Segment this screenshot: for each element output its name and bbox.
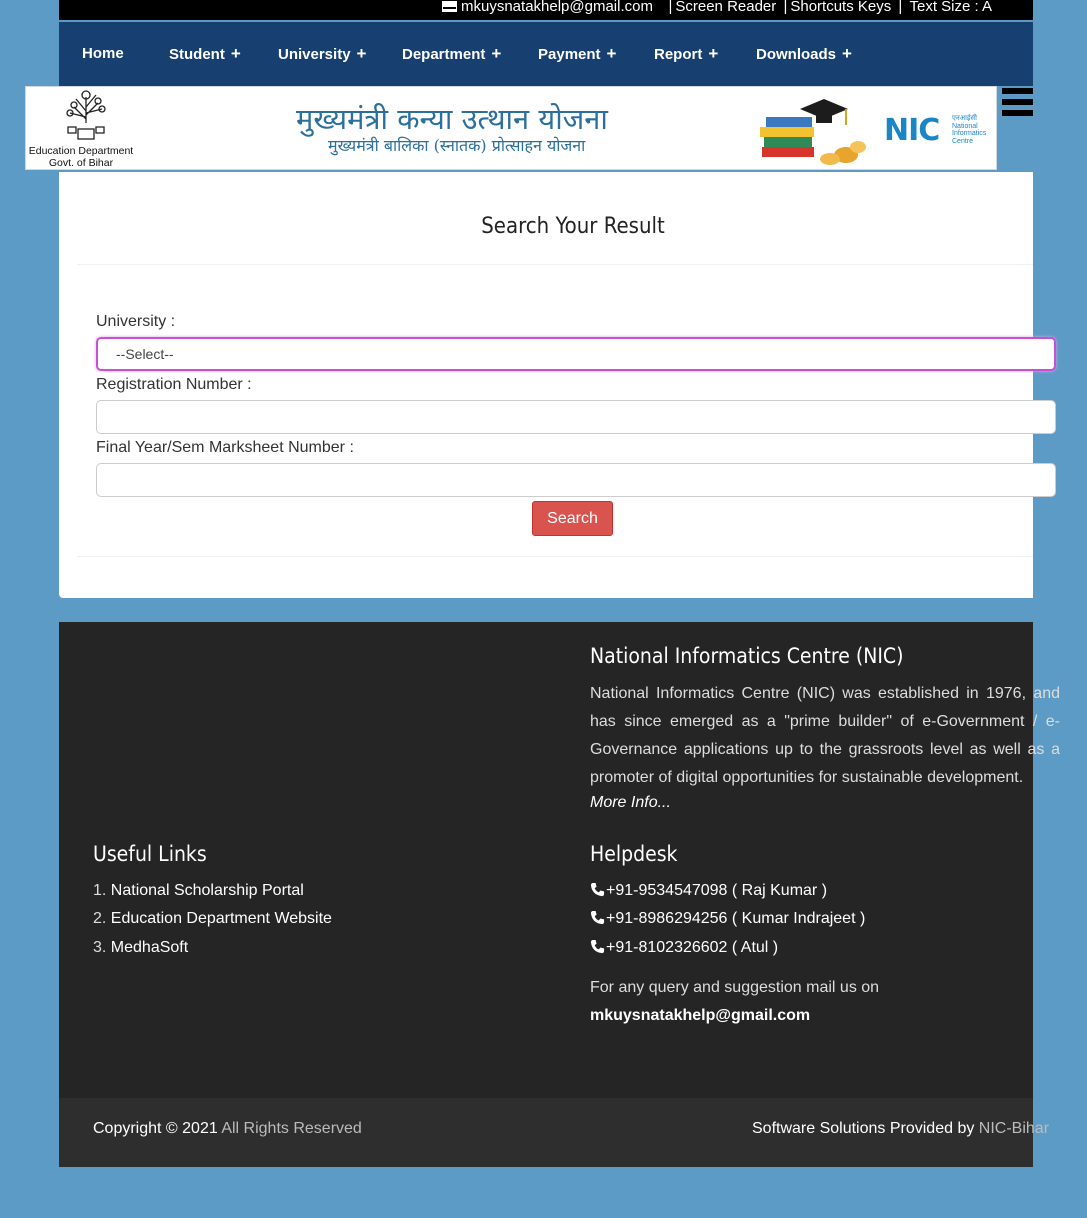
nav-department-label: Department xyxy=(402,46,486,63)
nav-home[interactable] xyxy=(82,22,124,86)
provided-by-label: Software Solutions Provided by xyxy=(752,1120,975,1137)
phone-icon xyxy=(590,939,605,954)
nav-student-label: Student xyxy=(169,46,225,63)
useful-link-medhasoft[interactable] xyxy=(93,939,188,957)
nav-report-label: Report xyxy=(654,46,703,63)
helpdesk-phone-1 xyxy=(590,882,827,900)
useful-link-scholarship[interactable] xyxy=(93,882,304,900)
search-result-card xyxy=(59,172,1033,598)
nav-downloads-label: Downloads xyxy=(756,46,837,63)
nav-university[interactable] xyxy=(278,22,366,86)
divider xyxy=(77,556,1033,557)
link-label: MedhaSoft xyxy=(110,939,189,956)
copyright-text xyxy=(93,1120,362,1138)
marksheet-label: Final Year/Sem Marksheet Number : xyxy=(96,439,354,456)
copyright-year: Copyright © 2021 xyxy=(93,1120,218,1137)
plus-icon: + xyxy=(491,44,502,63)
shortcut-keys-link[interactable]: Shortcuts Keys xyxy=(790,0,892,15)
divider xyxy=(77,264,1033,265)
header-banner xyxy=(25,86,997,170)
copyright-bar xyxy=(59,1098,1050,1167)
envelope-icon xyxy=(442,1,457,12)
page-title: Search Your Result xyxy=(481,214,665,239)
nic-logo: NIC xyxy=(884,113,940,148)
contact-email-link[interactable]: mkuysnatakhelp@gmail.com xyxy=(461,0,653,15)
nic-description: National Informatics Centre (NIC) was established in 1976, and has since emerged as a "prime builder" of e-Government / e-Governance applications up to the grassroots level as well as a promoter of digital opportunities for sustainable development. xyxy=(590,685,1060,786)
link-label: Education Department Website xyxy=(110,910,332,927)
university-select-value: --Select-- xyxy=(116,346,174,362)
nic-word-3: Centre xyxy=(952,137,974,145)
nav-report[interactable] xyxy=(654,22,718,86)
registration-number-input[interactable] xyxy=(96,400,1056,434)
footer xyxy=(59,622,1060,1098)
plus-icon: + xyxy=(230,44,241,63)
plus-icon: + xyxy=(708,44,719,63)
link-number: 3. xyxy=(93,939,107,956)
link-label: National Scholarship Portal xyxy=(110,882,304,899)
helpdesk-phone-2 xyxy=(590,910,865,928)
dept-name: Education Department xyxy=(28,145,134,157)
helpdesk-heading: Helpdesk xyxy=(590,842,678,866)
plus-icon: + xyxy=(356,44,367,63)
govt-name: Govt. of Bihar xyxy=(48,157,114,169)
nav-payment[interactable] xyxy=(538,22,616,86)
phone-text: +91-9534547098 ( Raj Kumar ) xyxy=(606,882,828,899)
plus-icon: + xyxy=(606,44,617,63)
useful-links-heading: Useful Links xyxy=(93,842,207,866)
useful-link-education-dept[interactable] xyxy=(93,910,332,928)
nav-downloads[interactable] xyxy=(756,22,852,86)
nic-hindi: एनआईसी xyxy=(952,115,977,122)
provider-text xyxy=(752,1120,1049,1138)
marksheet-number-input[interactable] xyxy=(96,463,1056,497)
nav-home-label: Home xyxy=(82,45,124,62)
link-number: 1. xyxy=(93,882,107,899)
plus-icon: + xyxy=(842,44,852,63)
books-graduation-icon xyxy=(754,95,874,167)
phone-icon xyxy=(590,882,605,897)
main-navbar xyxy=(59,22,1033,86)
phone-text: +91-8102326602 ( Atul ) xyxy=(606,939,779,956)
university-select[interactable] xyxy=(96,337,1056,371)
nav-university-label: University xyxy=(278,46,351,63)
text-size-control[interactable]: Text Size : A xyxy=(909,0,993,15)
query-text: For any query and suggestion mail us on xyxy=(590,979,880,996)
phone-icon xyxy=(590,910,605,925)
provider-link[interactable]: NIC-Bihar xyxy=(978,1120,1050,1137)
helpdesk-phone-3 xyxy=(590,939,778,957)
query-email-link[interactable]: mkuysnatakhelp@gmail.com xyxy=(590,1007,811,1024)
phone-text: +91-8986294256 ( Kumar Indrajeet ) xyxy=(606,910,866,927)
university-label: University : xyxy=(96,313,176,330)
nic-heading: National Informatics Centre (NIC) xyxy=(590,644,904,668)
scheme-subtitle: मुख्यमंत्री बालिका (स्नातक) प्रोत्साहन योजना xyxy=(328,136,586,155)
nav-payment-label: Payment xyxy=(538,46,601,63)
top-info-bar: mkuysnatakhelp@gmail.com | Screen Reader | Shortcuts Keys | Text Size : A xyxy=(59,0,1033,20)
hamburger-menu-icon[interactable] xyxy=(1002,88,1033,130)
link-number: 2. xyxy=(93,910,107,927)
bihar-emblem-icon xyxy=(56,89,116,145)
nav-department[interactable] xyxy=(402,22,501,86)
nic-word-1: National xyxy=(952,122,978,130)
more-info-link[interactable]: More Info... xyxy=(590,794,671,811)
search-button[interactable]: Search xyxy=(532,501,613,536)
registration-label: Registration Number : xyxy=(96,376,252,393)
nic-word-2: Informatics xyxy=(952,130,987,137)
dept-caption xyxy=(26,145,136,169)
rights-reserved: All Rights Reserved xyxy=(221,1120,362,1137)
screen-reader-link[interactable]: Screen Reader xyxy=(675,0,777,15)
scheme-title: मुख्यमंत्री कन्या उत्थान योजना xyxy=(296,102,608,136)
nav-student[interactable] xyxy=(169,22,241,86)
nic-logo-text xyxy=(952,115,986,145)
